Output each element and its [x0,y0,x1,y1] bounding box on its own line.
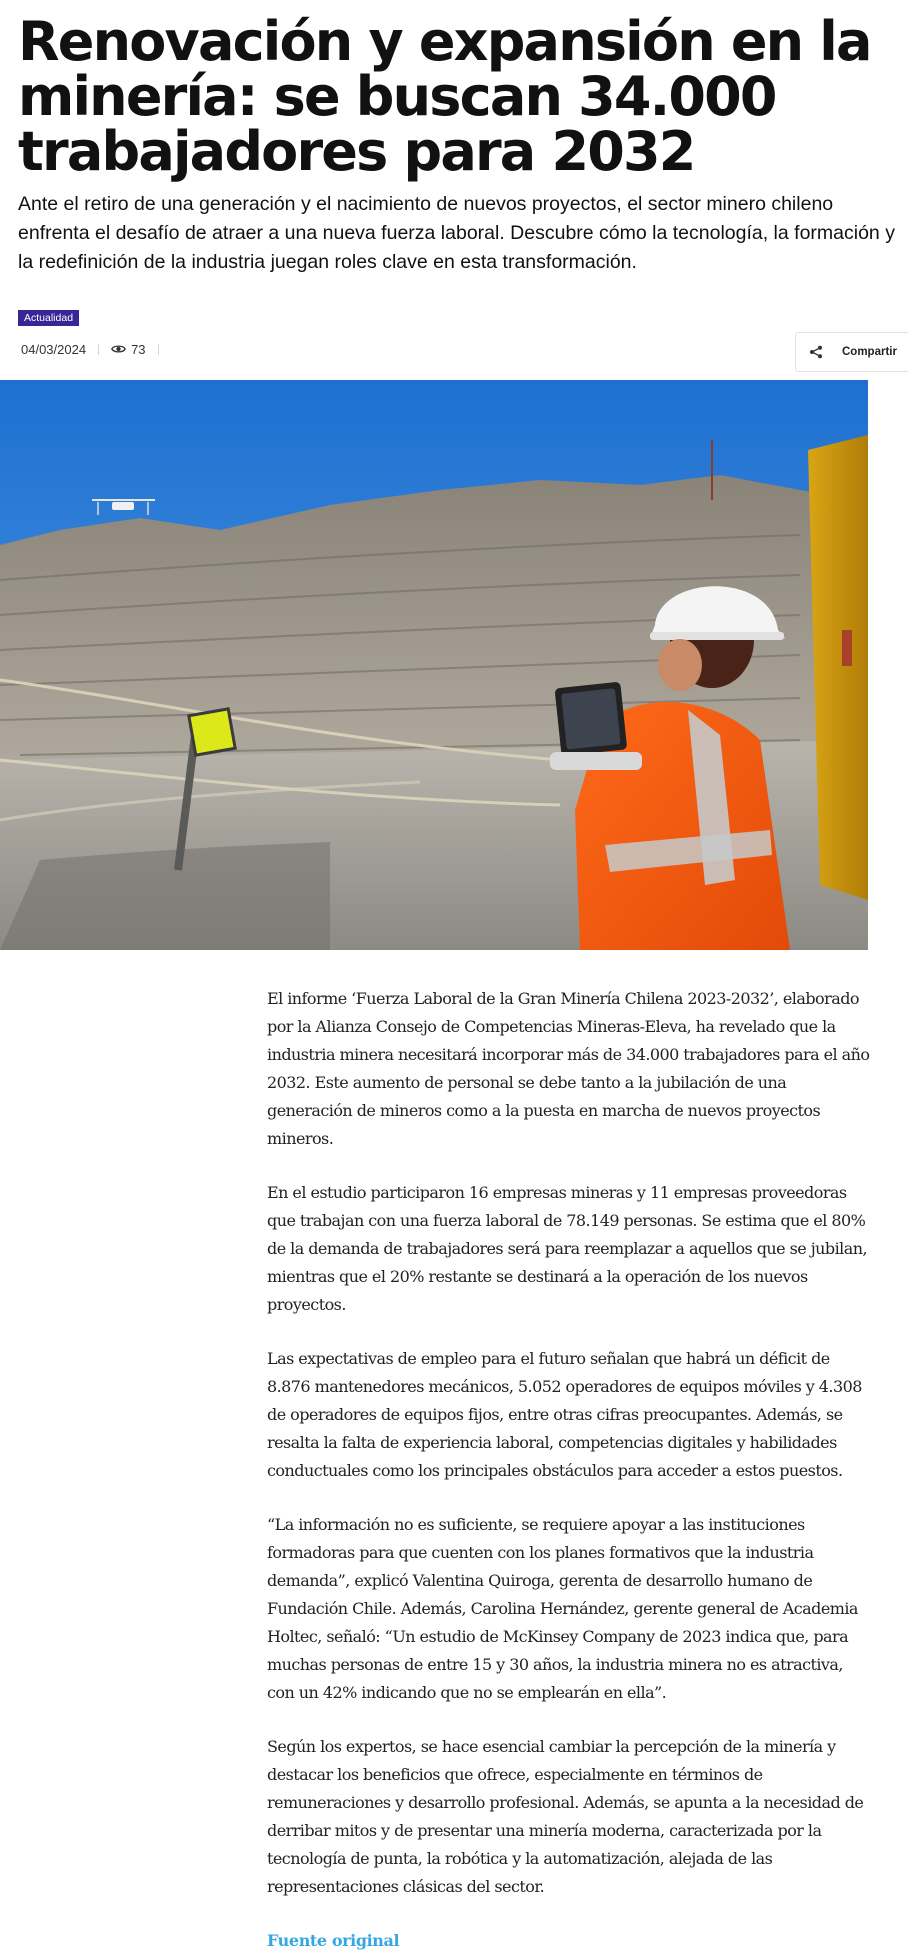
article-paragraph: El informe ‘Fuerza Laboral de la Gran Minería Chilena 2023-2032’, elaborado por la Alianza Consejo de Competencias Mineras-Eleva, ha revelado que la industria minera necesitará incorporar más de 34.000 trabajadores para el año 2032. Este aumento de personal se debe tanto a la jubilación de una generación de mineros como a la puesta en marcha de nuevos proyectos mineros. [267,989,870,1148]
article-paragraph: “La información no es suficiente, se requiere apoyar a las instituciones formadoras para que cuenten con los planes formativos que la industria demanda”, explicó Valentina Quiroga, gerenta de desarrollo humano de Fundación Chile. Además, Carolina Hernández, gerente general de Academia Holtec, señaló: “Un estudio de McKinsey Company de 2023 indica que, para muchas personas de entre 15 y 30 años, la industria minera no es atractiva, con un 42% indicando que no se emplearán en ella”. [267,1515,858,1702]
mine-photo-illustration [0,380,868,950]
article-paragraph: Según los expertos, se hace esencial cambiar la percepción de la minería y destacar los beneficios que ofrece, especialmente en términos de remuneraciones y desarrollo profesional. Además, se apunta a la necesidad de derribar mitos y de presentar una minería moderna, caracterizada por la tecnología de punta, la robótica y la automatización, alejada de las representaciones clásicas del sector. [267,1737,864,1896]
meta-divider [98,344,99,355]
article-paragraph: En el estudio participaron 16 empresas mineras y 11 empresas proveedoras que trabajan con una fuerza laboral de 78.149 personas. Se estima que el 80% de la demanda de trabajadores será para reemplazar a aquellos que se jubilan, mientras que el 20% restante se destinará a la operación de los nuevos proyectos. [267,1183,868,1314]
article-body [267,985,872,1955]
view-count-value: 73 [131,341,146,357]
article-meta [21,340,171,358]
article-paragraph: Las expectativas de empleo para el futuro señalan que habrá un déficit de 8.876 mantenedores mecánicos, 5.052 operadores de equipos móviles y 4.308 de operadores de equipos fijos, entre otras cifras preocupantes. Además, se resalta la falta de experiencia laboral, competencias digitales y habilidades conductuales como los principales obstáculos para acceder a estos puestos. [267,1349,862,1480]
share-icon-wrap [796,333,836,371]
article-subtitle: Ante el retiro de una generación y el nacimiento de nuevos proyectos, el sector minero chileno enfrenta el desafío de atraer a una nueva fuerza laboral. Descubre cómo la tecnología, la formación y la redefinición de la industria juegan roles clave en esta transformación. [18,193,895,273]
share-button[interactable] [795,332,908,372]
category-badge[interactable]: Actualidad [18,310,79,326]
article-title: Renovación y expansión en la minería: se buscan 34.000 trabajadores para 2032 [18,10,871,183]
share-icon [809,345,823,359]
publish-date: 04/03/2024 [21,341,87,357]
meta-divider [158,344,159,355]
share-label: Compartir [842,346,897,358]
source-link[interactable]: Fuente original [267,1931,400,1950]
eye-icon [111,344,126,354]
hero-image [0,380,868,950]
view-count [111,342,145,357]
